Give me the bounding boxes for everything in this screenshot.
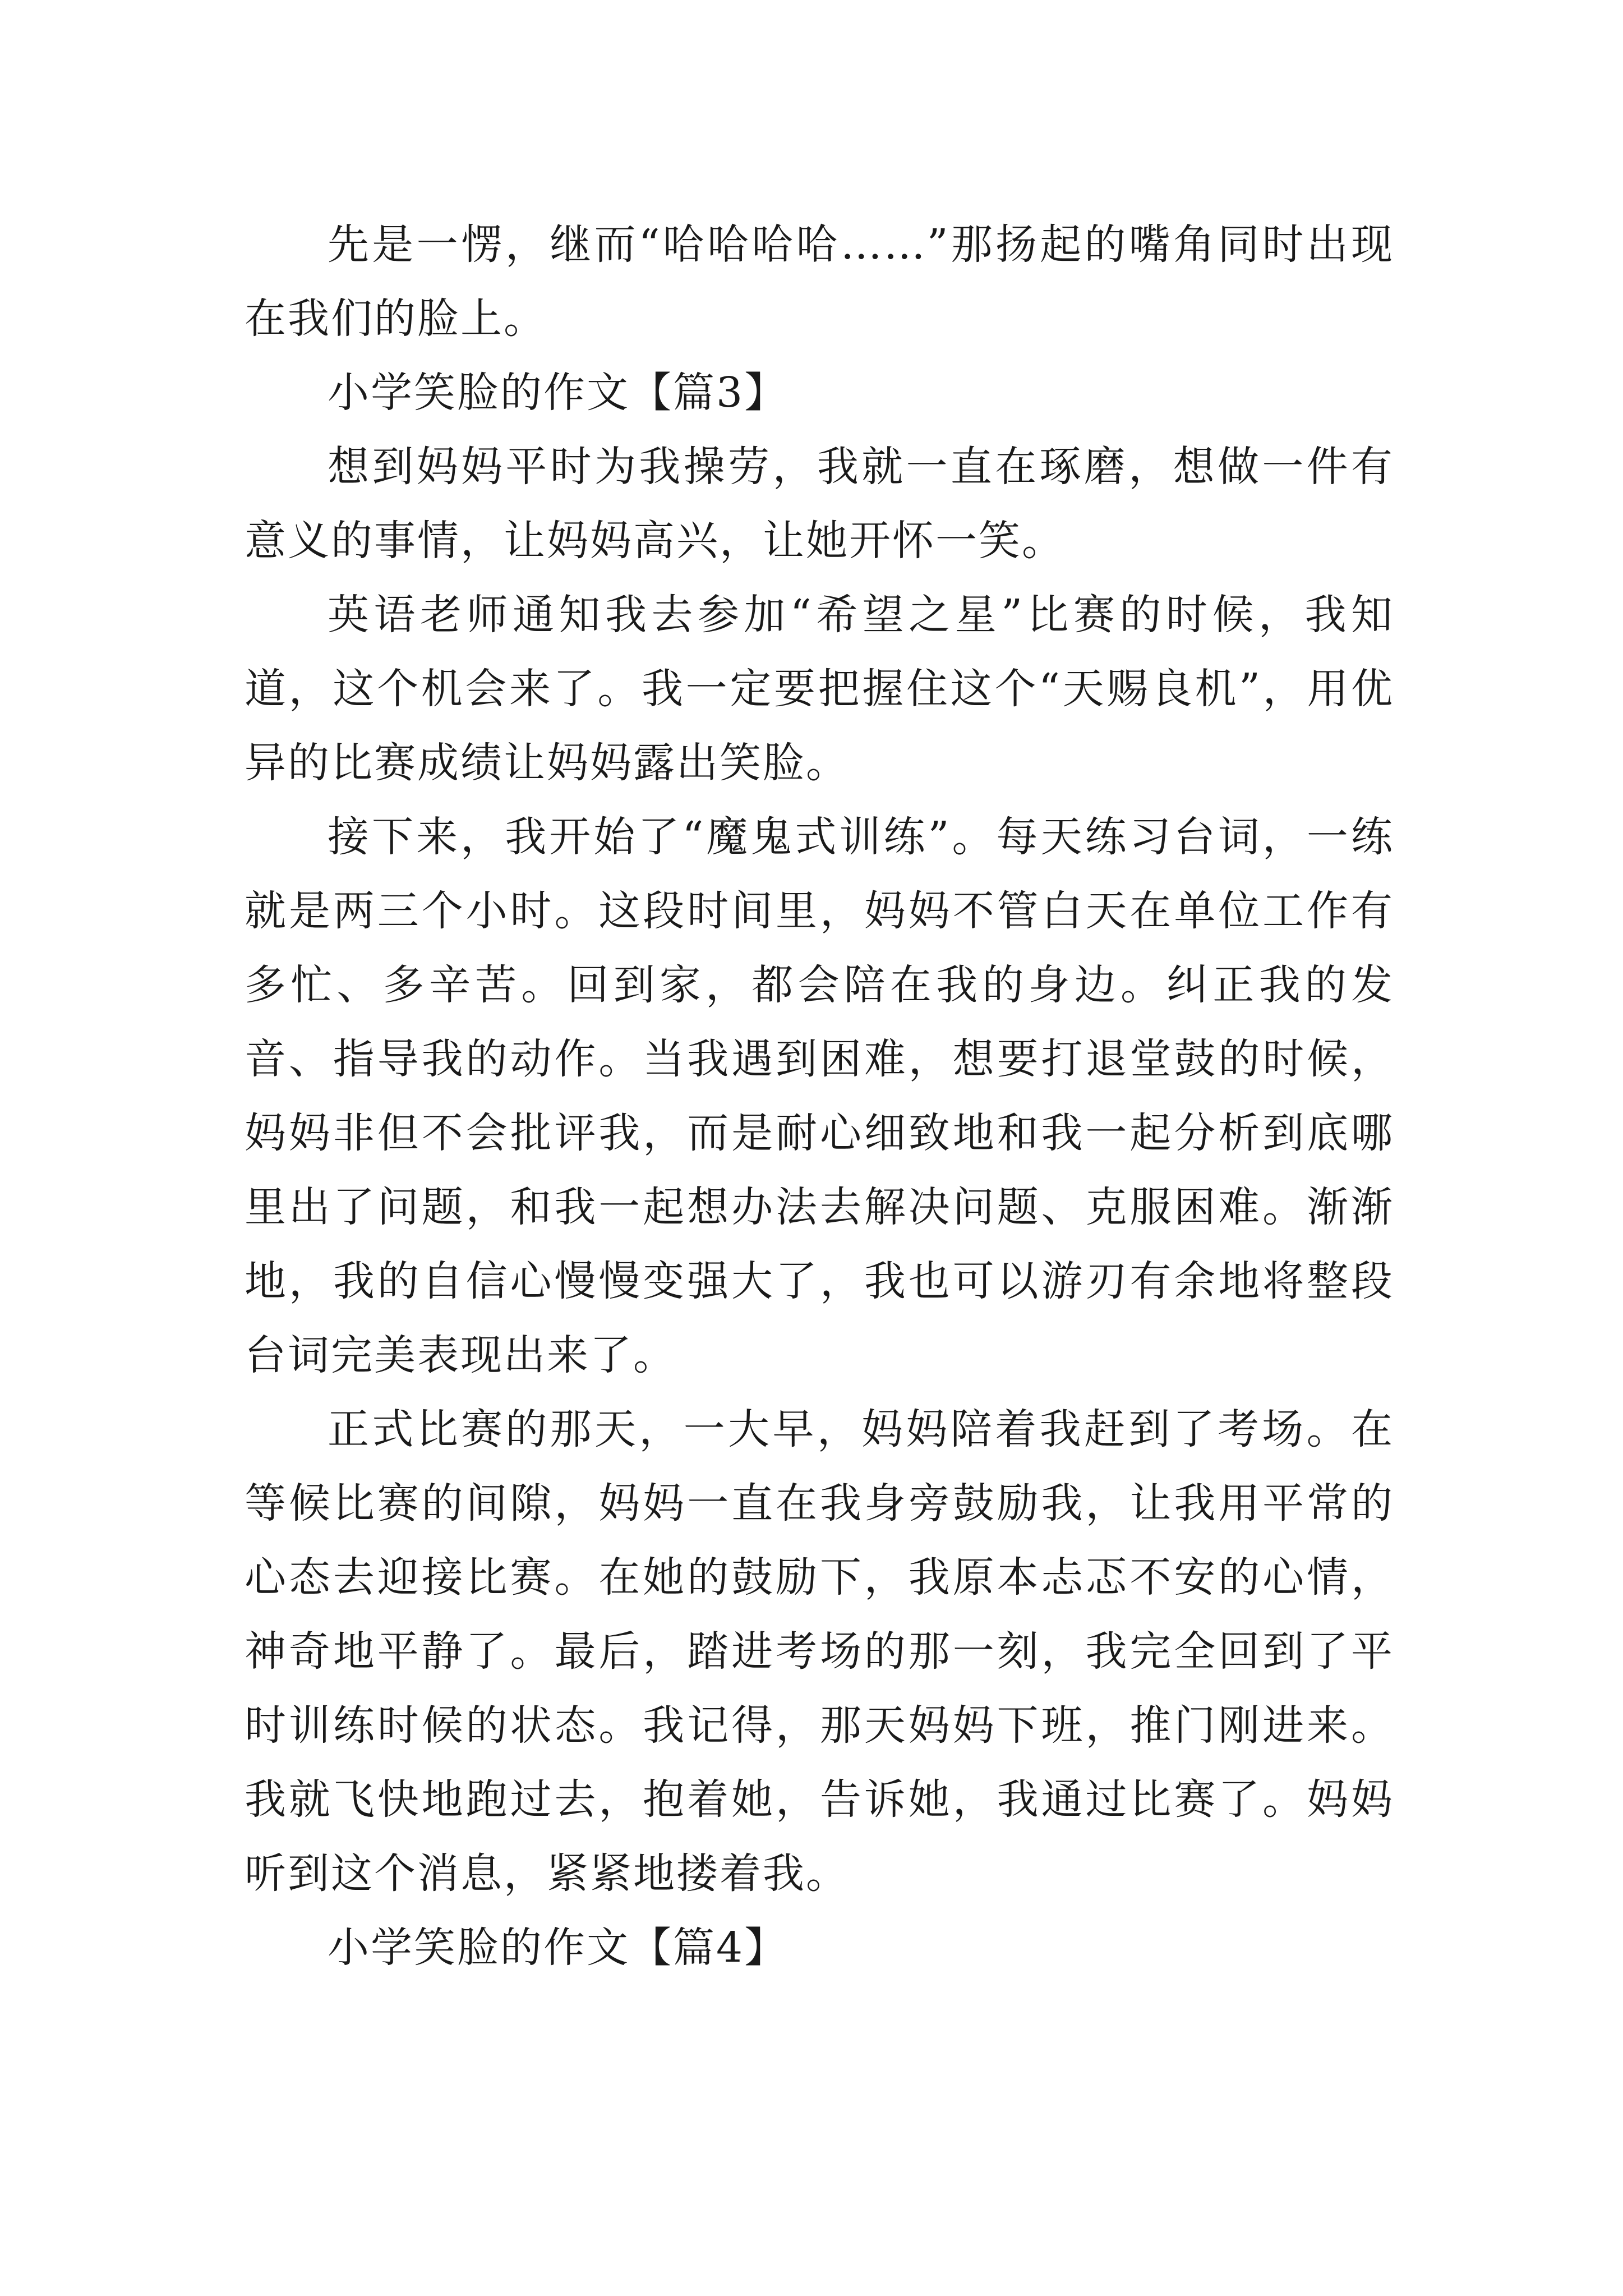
paragraph-training: 接下来，我开始了“魔鬼式训练”。每天练习台词，一练就是两三个小时。这段时间里，妈妈不管白天在单位工作有多忙、多辛苦。回到家，都会陪在我的身边。纠正我的发音、指导我的动作。当我遇到困难，想要打退堂鼓的时候，妈妈非但不会批评我，而是耐心细致地和我一起分析到底哪里出了问题，和我一起想办法去解决问题、克服困难。渐渐地，我的自信心慢慢变强大了，我也可以游刃有余地将整段台词完美表现出来了。 xyxy=(245,813,1394,1379)
paragraph-opening: 先是一愣，继而“哈哈哈哈……”那扬起的嘴角同时出现在我们的脸上。 xyxy=(245,220,1394,343)
section-heading-3: 小学笑脸的作文【篇3】 xyxy=(328,369,788,417)
document-body xyxy=(245,208,1394,1985)
paragraph-competition-day: 正式比赛的那天，一大早，妈妈陪着我赶到了考场。在等候比赛的间隙，妈妈一直在我身旁鼓励我，让我用平常的心态去迎接比赛。在她的鼓励下，我原本忐忑不安的心情，神奇地平静了。最后，踏进考场的那一刻，我完全回到了平时训练时候的状态。我记得，那天妈妈下班，推门刚进来。我就飞快地跑过去，抱着她，告诉她，我通过比赛了。妈妈听到这个消息，紧紧地搂着我。 xyxy=(245,1405,1394,1898)
section-heading-4: 小学笑脸的作文【篇4】 xyxy=(328,1924,788,1972)
paragraph-competition-notice: 英语老师通知我去参加“希望之星”比赛的时候，我知道，这个机会来了。我一定要把握住这个“天赐良机”，用优异的比赛成绩让妈妈露出笑脸。 xyxy=(245,591,1394,787)
paragraph-mother-toil: 想到妈妈平时为我操劳，我就一直在琢磨，想做一件有意义的事情，让妈妈高兴，让她开怀一笑。 xyxy=(245,443,1394,565)
